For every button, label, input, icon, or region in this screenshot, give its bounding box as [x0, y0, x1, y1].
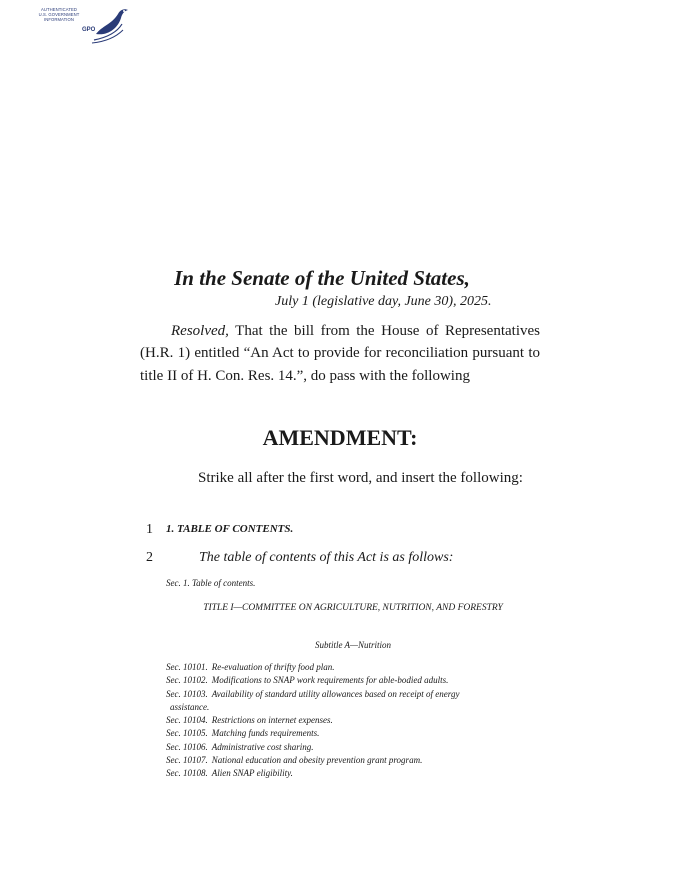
toc-entry-text: Re-evaluation of thrifty food plan. [211, 662, 335, 672]
toc-entry-text: Matching funds requirements. [211, 728, 320, 739]
toc-entry-text: Modifications to SNAP work requirements for able-bodied adults. [211, 675, 449, 686]
seal-line: INFORMATION [43, 17, 75, 22]
toc-entry-number: Sec. 10103. [166, 688, 208, 699]
toc-entry [166, 714, 546, 727]
toc-entry-number: Sec. 10104. [166, 715, 208, 726]
legislative-date: July 1 (legislative day, June 30), 2025. [275, 294, 492, 309]
resolved-word: Resolved, [171, 323, 229, 339]
toc-entry [166, 727, 546, 740]
toc-entry-text: assistance. [170, 701, 210, 712]
toc-entry-continuation [166, 701, 546, 714]
section-heading: 1. TABLE OF CONTENTS. [166, 523, 294, 535]
resolved-paragraph [140, 320, 540, 387]
toc-subtitle: Subtitle A—Nutrition [314, 640, 392, 650]
toc-entry [166, 661, 546, 674]
seal-line: U.S. GOVERNMENT [38, 12, 80, 17]
senate-title: In the Senate of the United States, [174, 266, 470, 290]
toc-entry-number: Sec. 10105. [166, 728, 208, 739]
toc-entry-number: Sec. 10101. [166, 662, 208, 672]
toc-entry-number: Sec. 10106. [166, 741, 208, 752]
toc-entry-number: Sec. 10108. [166, 768, 208, 779]
amendment-instruction: Strike all after the first word, and insert the following: [198, 470, 523, 486]
gpo-authentication-seal [30, 4, 130, 44]
toc-entry-text: Availability of standard utility allowances based on receipt of energy [211, 688, 460, 699]
toc-entry [166, 674, 546, 687]
toc-entry-text: Restrictions on internet expenses. [211, 715, 333, 726]
seal-line: AUTHENTICATED [40, 7, 78, 12]
toc-entry [166, 754, 546, 767]
eagle-logo-icon [88, 4, 130, 44]
toc-entry [166, 688, 546, 701]
toc-entry-text: Alien SNAP eligibility. [211, 768, 293, 779]
toc-entry: Sec. 1. Table of contents. [166, 578, 256, 588]
toc-entry-number: Sec. 10102. [166, 675, 208, 686]
line-number: 2 [146, 550, 153, 565]
amendment-heading: AMENDMENT: [262, 425, 418, 450]
toc-entry [166, 741, 546, 754]
toc-entry-text: Administrative cost sharing. [211, 741, 314, 752]
toc-entry-number: Sec. 10107. [166, 755, 208, 766]
seal-gpo-label: GPO [82, 27, 96, 33]
toc-list [166, 661, 546, 781]
resolved-text: That the bill from the House of Representatives (H.R. 1) entitled “An Act to provide for reconciliation pursuant to title II of H. Con. Res. 14.”, do pass with the following [140, 323, 540, 384]
toc-intro: The table of contents of this Act is as follows: [199, 550, 454, 565]
toc-entry-text: National education and obesity prevention grant program. [211, 755, 423, 766]
seal-text [30, 7, 88, 22]
toc-title-heading: TITLE I—COMMITTEE ON AGRICULTURE, NUTRITION, AND FORESTRY [203, 603, 503, 613]
line-number: 1 [146, 522, 153, 537]
toc-entry [166, 767, 546, 780]
